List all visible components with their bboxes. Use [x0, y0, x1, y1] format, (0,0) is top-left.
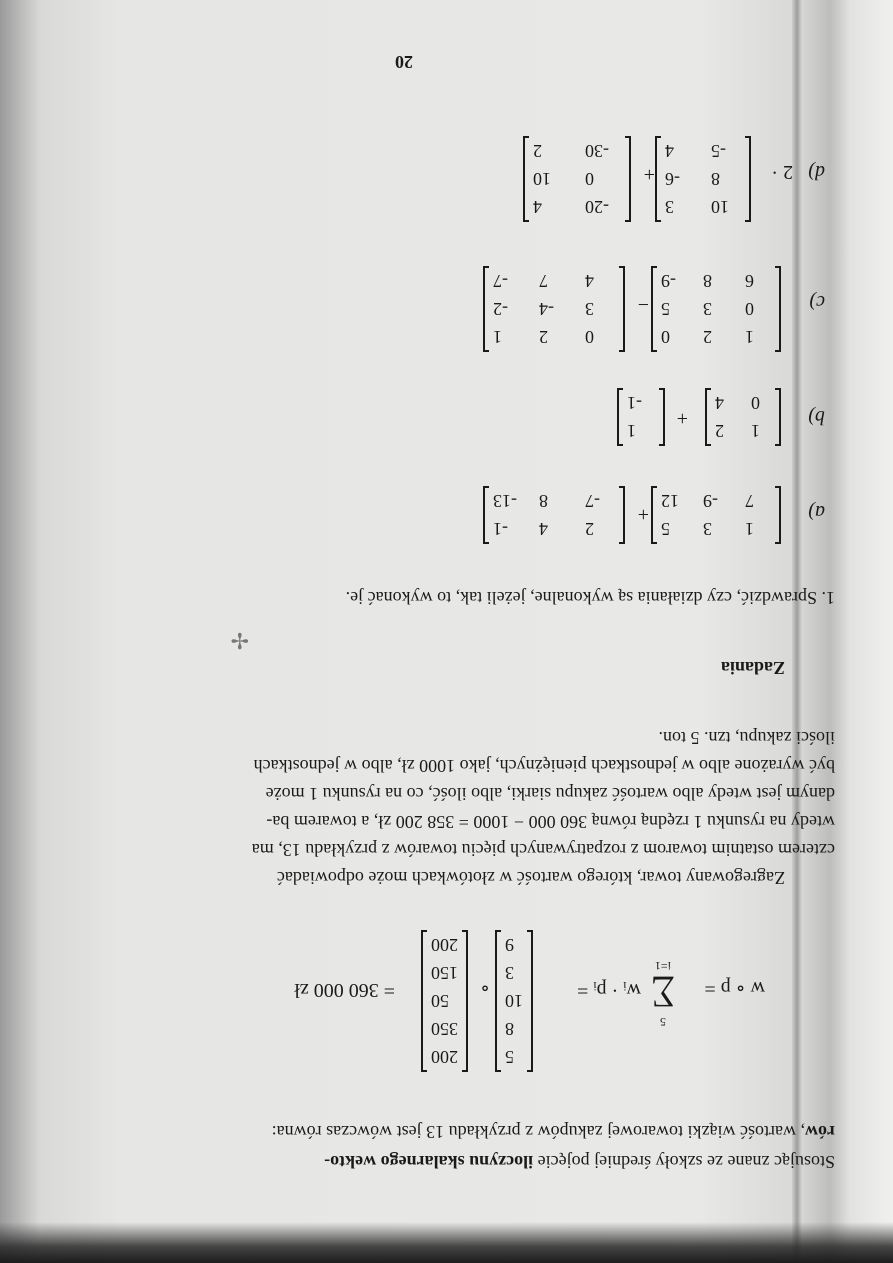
exercise-b-operator: + [676, 407, 688, 429]
matrix-entry: 4 [585, 271, 594, 291]
matrix-entry: -4 [539, 299, 554, 319]
intro-bold-text-2: rów [805, 1122, 835, 1142]
exercise-d-operator: + [643, 163, 655, 185]
matrix-entry: -1 [627, 393, 642, 413]
exercise-a-matrix-2 [483, 487, 625, 543]
sum-lower-limit: i=1 [654, 959, 671, 973]
matrix-entry: 2 [703, 327, 712, 347]
paragraph-line: czterem ostatnim towarom z rozpatrywanych pięciu towarów z przykładu 13, ma [251, 840, 835, 860]
matrix-entry: 12 [661, 491, 679, 511]
exercise-c-matrix-1 [651, 267, 781, 351]
vector-w-entry: 3 [505, 963, 514, 983]
matrix-entry: -13 [493, 491, 517, 511]
matrix-entry: 1 [745, 519, 754, 539]
matrix-entry: 7 [539, 271, 548, 291]
matrix-entry: 4 [715, 393, 724, 413]
matrix-entry: 2 [585, 519, 594, 539]
matrix-entry: -7 [493, 271, 508, 291]
exercise-d-scalar: 2 · [771, 161, 793, 183]
page-number: 20 [395, 52, 413, 72]
vector-w-entry: 10 [505, 991, 523, 1011]
formula-prefix: w ∘ p = [704, 977, 765, 999]
dot-operator: ∘ [480, 977, 490, 999]
matrix-entry: -9 [661, 271, 676, 291]
exercise-b-label: b) [808, 406, 825, 428]
matrix-entry: 0 [585, 169, 594, 189]
matrix-entry: 0 [751, 393, 760, 413]
matrix-entry: -20 [585, 197, 609, 217]
formula-term: wᵢ · pᵢ = [577, 979, 641, 1001]
matrix-entry: 3 [703, 519, 712, 539]
matrix-entry: 5 [661, 299, 670, 319]
task-1-text: 1. Sprawdzić, czy działania są wykonalne, jeżeli tak, to wykonać je. [345, 588, 835, 608]
intro-line-2 [272, 1121, 835, 1143]
matrix-entry: 1 [493, 327, 502, 347]
exercise-b-matrix-1 [705, 389, 781, 445]
exercise-d-matrix-1 [655, 137, 751, 221]
matrix-entry: -9 [703, 491, 718, 511]
paragraph-line: wtedy na rysunku 1 rzędną równą 360 000 − 1000 = 358 200 zł, a towarem ba- [266, 812, 835, 832]
matrix-entry: 10 [711, 197, 729, 217]
matrix-entry: 7 [745, 491, 754, 511]
vector-w-entry: 5 [505, 1047, 514, 1067]
matrix-entry: 3 [585, 299, 594, 319]
matrix-entry: 8 [703, 271, 712, 291]
pencil-mark-icon: ✢ [230, 628, 249, 653]
matrix-entry: 2 [715, 421, 724, 441]
paragraph-line: być wyrażone albo w jednostkach pieniężnych, jako 1000 zł, albo w jednostkach [253, 756, 835, 776]
section-title: Zadania [720, 658, 785, 678]
matrix-entry: 3 [665, 197, 674, 217]
sum-upper-limit: 5 [660, 1015, 666, 1029]
matrix-entry: -6 [665, 169, 680, 189]
exercise-b-matrix-2 [617, 389, 665, 445]
matrix-entry: 0 [745, 299, 754, 319]
paragraph-line: ilości zakupu, tzn. 5 ton. [658, 728, 835, 748]
paragraph-line: danym jest wtedy albo wartość zakupu siarki, albo ilość, co na rysunku 1 może [265, 784, 835, 804]
matrix-entry: 1 [751, 421, 760, 441]
matrix-entry: 1 [745, 327, 754, 347]
exercise-d-label: d) [808, 161, 825, 183]
vector-w-entry: 8 [505, 1019, 514, 1039]
matrix-entry: -30 [585, 141, 609, 161]
matrix-entry: -2 [493, 299, 508, 319]
formula-result: = 360 000 zł [294, 979, 395, 1001]
matrix-entry: 2 [533, 141, 542, 161]
paragraph-line: Zagregowany towar, którego wartość w złotówkach może odpowiadać [276, 868, 785, 888]
matrix-entry: 8 [711, 169, 720, 189]
vector-p-entry: 200 [431, 935, 458, 955]
matrix-entry: 4 [539, 519, 548, 539]
matrix-entry: 3 [703, 299, 712, 319]
exercise-c-label: c) [809, 291, 825, 313]
vector-w-entry: 9 [505, 935, 514, 955]
vector-p-entry: 350 [431, 1019, 458, 1039]
matrix-entry: 10 [533, 169, 551, 189]
matrix-entry: 0 [585, 327, 594, 347]
matrix-entry: -5 [711, 141, 726, 161]
matrix-entry: 8 [539, 491, 548, 511]
matrix-entry: 5 [661, 519, 670, 539]
matrix-entry: -1 [493, 519, 508, 539]
exercise-c-operator: − [637, 293, 649, 315]
sum-symbol: ∑ [650, 976, 675, 1013]
matrix-entry: -7 [585, 491, 600, 511]
matrix-entry: 2 [539, 327, 548, 347]
exercise-a-matrix-1 [651, 487, 781, 543]
exercise-c-matrix-2 [483, 267, 625, 351]
vector-p-entry: 200 [431, 1047, 458, 1067]
matrix-entry: 0 [661, 327, 670, 347]
intro-text-2: , wartość wiązki towarowej zakupów z przykładu 13 jest wówczas równa: [271, 1122, 805, 1142]
vector-w [495, 931, 533, 1071]
matrix-entry: 4 [533, 197, 542, 217]
vector-p-entry: 50 [431, 991, 449, 1011]
vector-p [421, 931, 468, 1071]
exercise-d-matrix-2 [523, 137, 631, 221]
matrix-entry: 1 [627, 421, 636, 441]
intro-text: Stosując znane ze szkoły średniej pojęcie [533, 1152, 835, 1172]
intro-bold-text: iloczynu skalarnego wekto- [324, 1152, 534, 1172]
exercise-a-label: a) [808, 501, 825, 523]
intro-line-1 [324, 1151, 835, 1173]
scan-shadow [0, 1222, 893, 1263]
exercise-a-operator: + [637, 503, 649, 525]
vector-p-entry: 150 [431, 963, 458, 983]
matrix-entry: 4 [665, 141, 674, 161]
matrix-entry: 6 [745, 271, 754, 291]
